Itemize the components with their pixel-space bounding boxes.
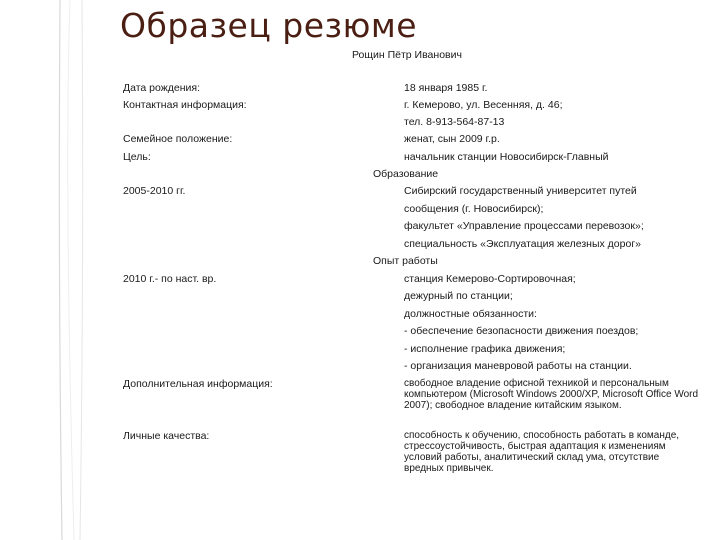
label-personal-qualities: Личные качества:: [123, 430, 210, 442]
experience-line: дежурный по станции;: [404, 290, 513, 302]
value-personal-qualities: способность к обучению, способность работать в команде, стрессоустойчивость, быстрая адаптация к изменениям условий работы, аналитический склад ума, отсутствие вредных привычек.: [404, 430, 680, 474]
education-line: сообщения (г. Новосибирск);: [404, 203, 544, 215]
education-line: специальность «Эксплуатация железных дорог»: [404, 238, 641, 250]
label-contact-info: Контактная информация:: [123, 99, 247, 111]
label-education-period: 2005-2010 гг.: [123, 185, 186, 197]
education-line: факультет «Управление процессами перевозок»;: [404, 220, 644, 232]
decorative-curves: [0, 0, 95, 540]
label-family-status: Семейное положение:: [123, 133, 233, 145]
experience-heading: Опыт работы: [373, 255, 438, 267]
experience-line: - организация маневровой работы на станции.: [404, 360, 632, 372]
page-title: Образец резюме: [120, 6, 418, 45]
experience-line: станция Кемерово-Сортировочная;: [404, 273, 576, 285]
label-experience-period: 2010 г.- по наст. вр.: [123, 273, 217, 285]
value-goal: начальник станции Новосибирск-Главный: [404, 151, 609, 163]
value-phone: тел. 8-913-564-87-13: [404, 116, 505, 128]
education-line: Сибирский государственный университет путей: [404, 185, 637, 197]
person-name: Рощин Пётр Иванович: [352, 49, 462, 61]
education-heading: Образование: [373, 168, 439, 180]
value-address: г. Кемерово, ул. Весенняя, д. 46;: [404, 99, 563, 111]
experience-line: - исполнение графика движения;: [404, 343, 566, 355]
value-family-status: женат, сын 2009 г.р.: [404, 133, 500, 145]
experience-line: - обеспечение безопасности движения поездов;: [404, 325, 639, 337]
experience-line: должностные обязанности:: [404, 308, 537, 320]
label-extra-info: Дополнительная информация:: [123, 378, 273, 390]
value-extra-info: свободное владение офисной техникой и персональным компьютером (Microsoft Windows 2000/XP, Microsoft Office Word 2007); свободное владение китайским языком.: [404, 378, 699, 411]
label-birth-date: Дата рождения:: [123, 82, 200, 94]
value-birth-date: 18 января 1985 г.: [404, 82, 488, 94]
label-goal: Цель:: [123, 151, 151, 163]
